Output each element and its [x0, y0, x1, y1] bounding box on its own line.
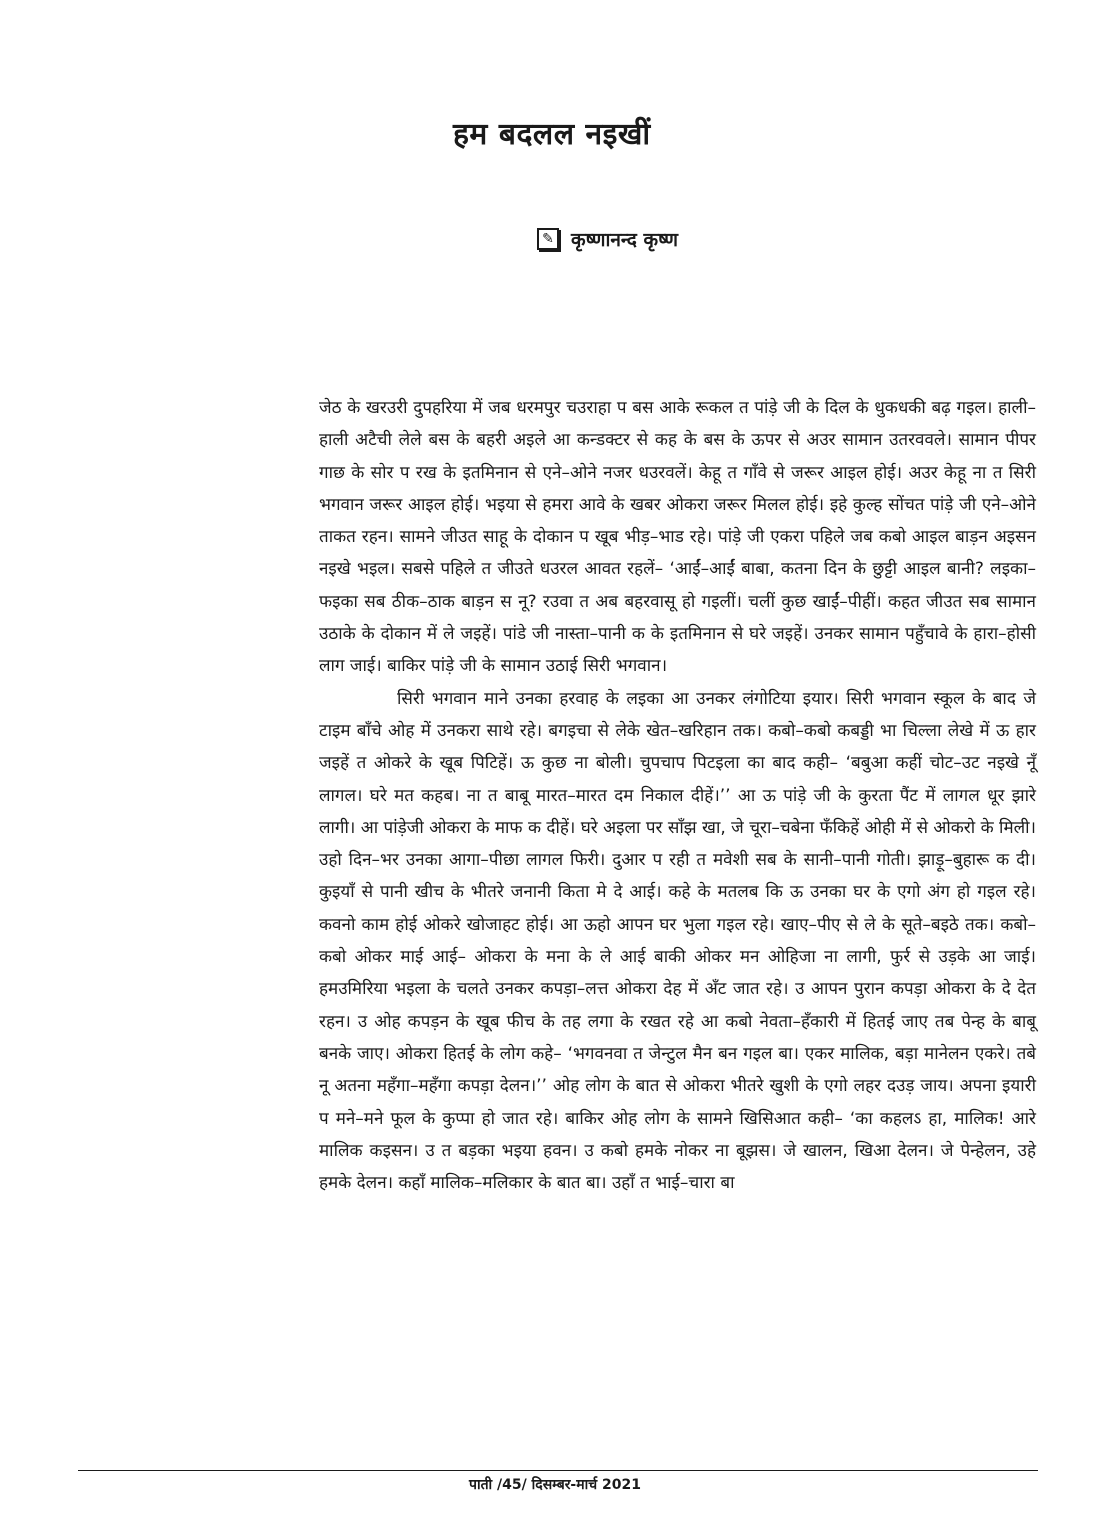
author-byline: [537, 226, 678, 252]
paragraph-2: सिरी भगवान माने उनका हरवाह के लइका आ उनकर लंगोटिया इयार। सिरी भगवान स्कूल के बाद जे टाइम बाँचे ओह में उनकरा साथे रहे। बगइचा से लेके खेत–खरिहान तक। कबो–कबो कबड्डी भा चिल्ला लेखे में ऊ हार जइहें त ओकरे के खूब पिटिहें। ऊ कुछ ना बोली। चुपचाप पिटइला का बाद कही– ‘बबुआ कहीं चोट–उट नइखे नूँ लागल। घरे मत कहब। ना त बाबू मारत–मारत दम निकाल दीहें।’’ आ ऊ पांड़े जी के कुरता पैंट में लागल धूर झारे लागी। आ पांड़ेजी ओकरा के माफ क दीहें। घरे अइला पर साँझ खा, जे चूरा–चबेना फँकिहें ओही में से ओकरो के मिली। उहो दिन–भर उनका आगा–पीछा लागल फिरी। दुआर प रही त मवेशी सब के सानी–पानी गोती। झाड़ू–बुहारू क दी। कुइयाँ से पानी खीच के भीतरे जनानी किता मे दे आई। कहे के मतलब कि ऊ उनका घर के एगो अंग हो गइल रहे। कवनो काम होई ओकरे खोजाहट होई। आ ऊहो आपन घर भुला गइल रहे। खाए–पीए से ले के सूते–बइठे तक। कबो–कबो ओकर माई आई– ओकरा के मना के ले आई बाकी ओकर मन ओहिजा ना लागी, फुर्र से उड़के आ जाई। हमउमिरिया भइला के चलते उनकर कपड़ा–लत्त ओकरा देह में अँट जात रहे। उ आपन पुरान कपड़ा ओकरा के दे देत रहन। उ ओह कपड़न के खूब फीच के तह लगा के रखत रहे आ कबो नेवता–हँकारी में हितई जाए तब पेन्ह के बाबू बनके जाए। ओकरा हितई के लोग कहे– ‘भगवनवा त जेन्टुल मैन बन गइल बा। एकर मालिक, बड़ा मानेलन एकरे। तबे नू अतना महँगा–महँगा कपड़ा देलन।’’ ओह लोग के बात से ओकरा भीतरे खुशी के एगो लहर दउड़ जाय। अपना इयारी प मने–मने फूल के कुप्पा हो जात रहे। बाकिर ओह लोग के सामने खिसिआत कही– ‘का कहलऽ हा, मालिक! आरे मालिक कइसन। उ त बड़का भइया हवन। उ कबो हमके नोकर ना बूझस। जे खालन, खिआ देलन। जे पेन्हेलन, उहे हमके देलन। कहाँ मालिक–मलिकार के बात बा। उहाँ त भाई–चारा बा: [319, 688, 1036, 1194]
author-name: कृष्णानन्द कृष्ण: [571, 229, 678, 251]
page-title: हम बदलल नइखीं: [453, 117, 651, 152]
paragraph-1: जेठ के खरउरी दुपहरिया में जब धरमपुर चउराहा प बस आके रूकल त पांड़े जी के दिल के धुकधकी बढ़ गइल। हाली–हाली अटैची लेले बस के बहरी अइले आ कन्डक्टर से कह के बस के ऊपर से अउर सामान उतरववले। सामान पीपर गाछ के सोर प रख के इतमिनान से एने–ओने नजर धउरवलें। केहू त गाँवे से जरूर आइल होई। अउर केहू ना त सिरी भगवान जरूर आइल होई। भइया से हमरा आवे के खबर ओकरा जरूर मिलल होई। इहे कुल्ह सोंचत पांड़े जी एने–ओने ताकत रहन। सामने जीउत साहू के दोकान प खूब भीड़–भाड रहे। पांड़े जी एकरा पहिले जब कबो आइल बाड़न अइसन नइखे भइल। सबसे पहिले त जीउते धउरल आवत रहलें– ‘आईं–आईं बाबा, कतना दिन के छुट्टी आइल बानी? लइका–फइका सब ठीक–ठाक बाड़न स नू? रउवा त अब बहरवासू हो गइलीं। चलीं कुछ खाईं–पीहीं। कहत जीउत सब सामान उठाके के दोकान में ले जइहें। पांडे जी नास्ता–पानी क के इतमिनान से घरे जइहें। उनकर सामान पहुँचावे के हारा–होसी लाग जाई। बाकिर पांड़े जी के सामान उठाई सिरी भगवान।: [319, 398, 1036, 677]
pen-writing-icon: ✎: [537, 228, 559, 250]
page-footer: पाती /45/ दिसम्बर-मार्च 2021: [469, 1477, 641, 1493]
article-body: [319, 392, 1036, 1199]
footer-divider: [78, 1470, 1038, 1471]
